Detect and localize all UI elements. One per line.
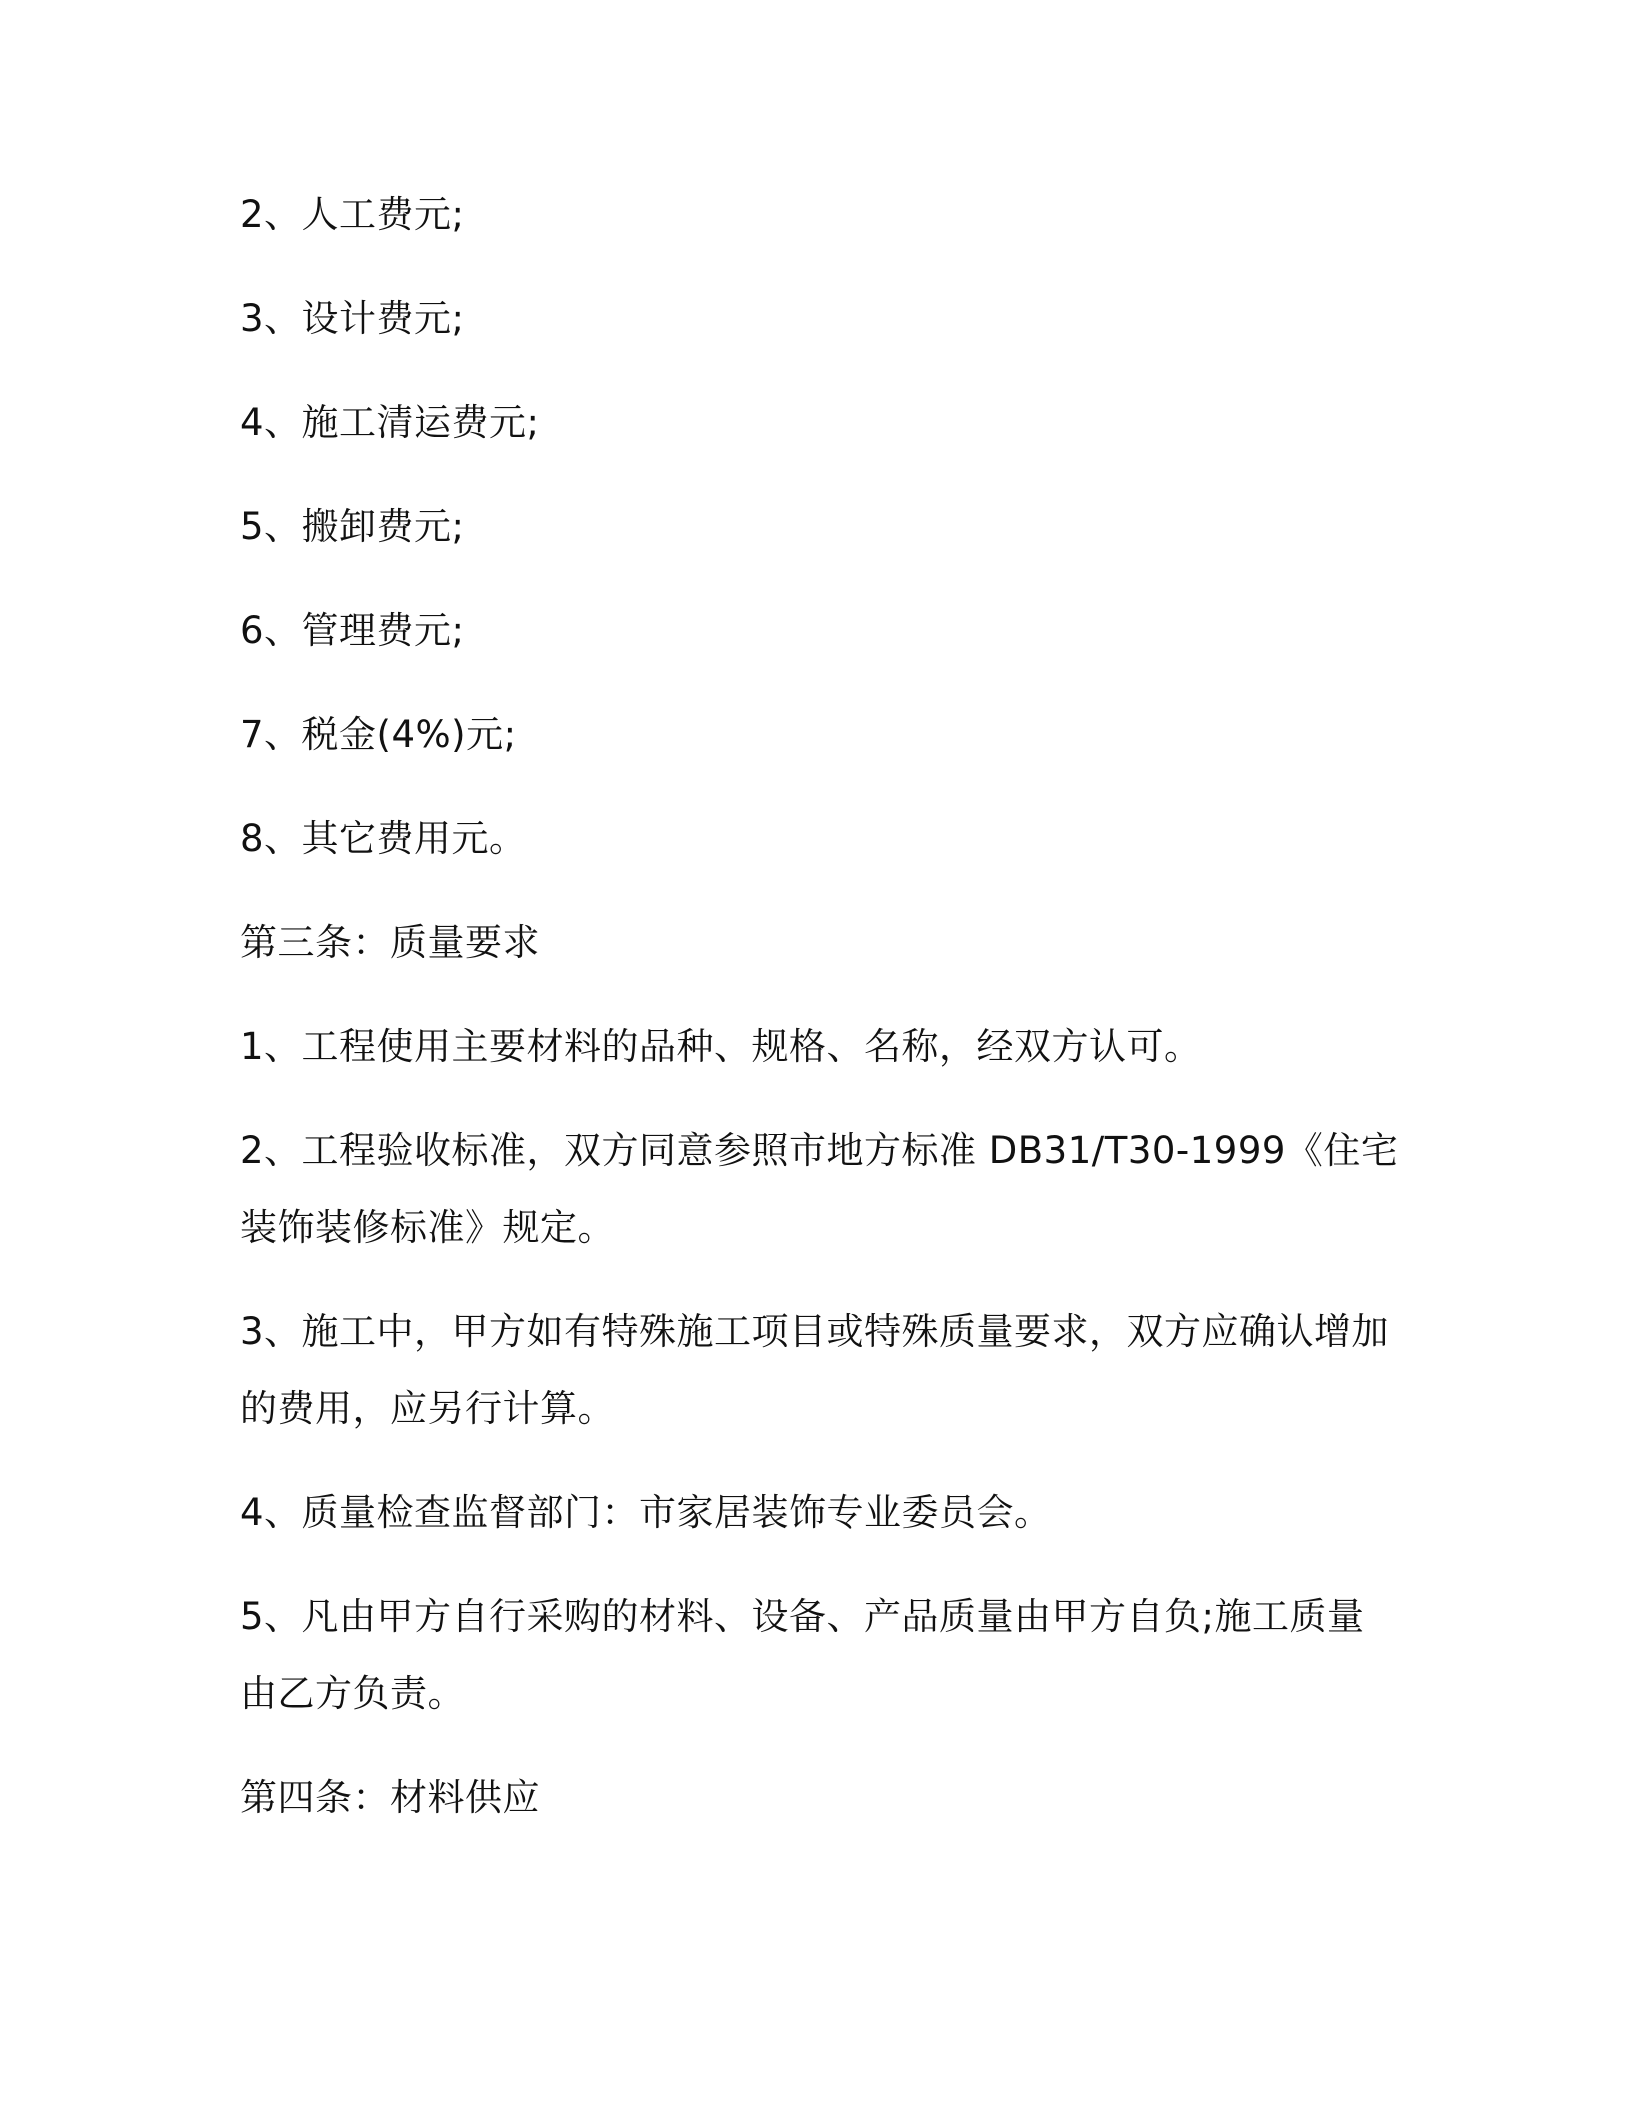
quality-item-4 [240,1474,1390,1551]
section-heading-quality [240,904,1390,981]
paragraph-line: 2、工程验收标准，双方同意参照市地方标准 DB31/T30-1999《住宅 [240,1129,1399,1172]
paragraph-line: 4、质量检查监督部门：市家居装饰专业委员会。 [240,1491,1052,1534]
quality-item-5 [240,1578,1390,1732]
quality-item-3 [240,1293,1390,1447]
paragraph-line: 8、其它费用元。 [240,817,527,860]
quality-item-1 [240,1008,1390,1085]
paragraph-line: 4、施工清运费元; [240,401,540,444]
paragraph-line: 由乙方负责。 [240,1672,465,1715]
paragraph-line: 2、人工费元; [240,193,465,236]
section-heading-materials [240,1759,1390,1836]
fee-item-management [240,592,1390,669]
paragraph-line: 3、设计费元; [240,297,465,340]
paragraph-line: 7、税金(4%)元; [240,713,517,756]
paragraph-line: 的费用，应另行计算。 [240,1387,615,1430]
fee-item-tax [240,696,1390,773]
fee-item-design [240,280,1390,357]
document-body [240,176,1399,1863]
section-heading: 第四条：材料供应 [240,1776,540,1819]
fee-item-labor [240,176,1390,253]
quality-item-2 [240,1112,1399,1266]
paragraph-line: 1、工程使用主要材料的品种、规格、名称，经双方认可。 [240,1025,1202,1068]
paragraph-line: 5、搬卸费元; [240,505,465,548]
paragraph-line: 5、凡由甲方自行采购的材料、设备、产品质量由甲方自负;施工质量 [240,1595,1365,1638]
fee-item-cleanup [240,384,1390,461]
paragraph-line: 装饰装修标准》规定。 [240,1206,615,1249]
fee-item-other [240,800,1390,877]
fee-item-handling [240,488,1390,565]
paragraph-line: 6、管理费元; [240,609,465,652]
section-heading: 第三条：质量要求 [240,921,540,964]
paragraph-line: 3、施工中，甲方如有特殊施工项目或特殊质量要求，双方应确认增加 [240,1310,1390,1353]
